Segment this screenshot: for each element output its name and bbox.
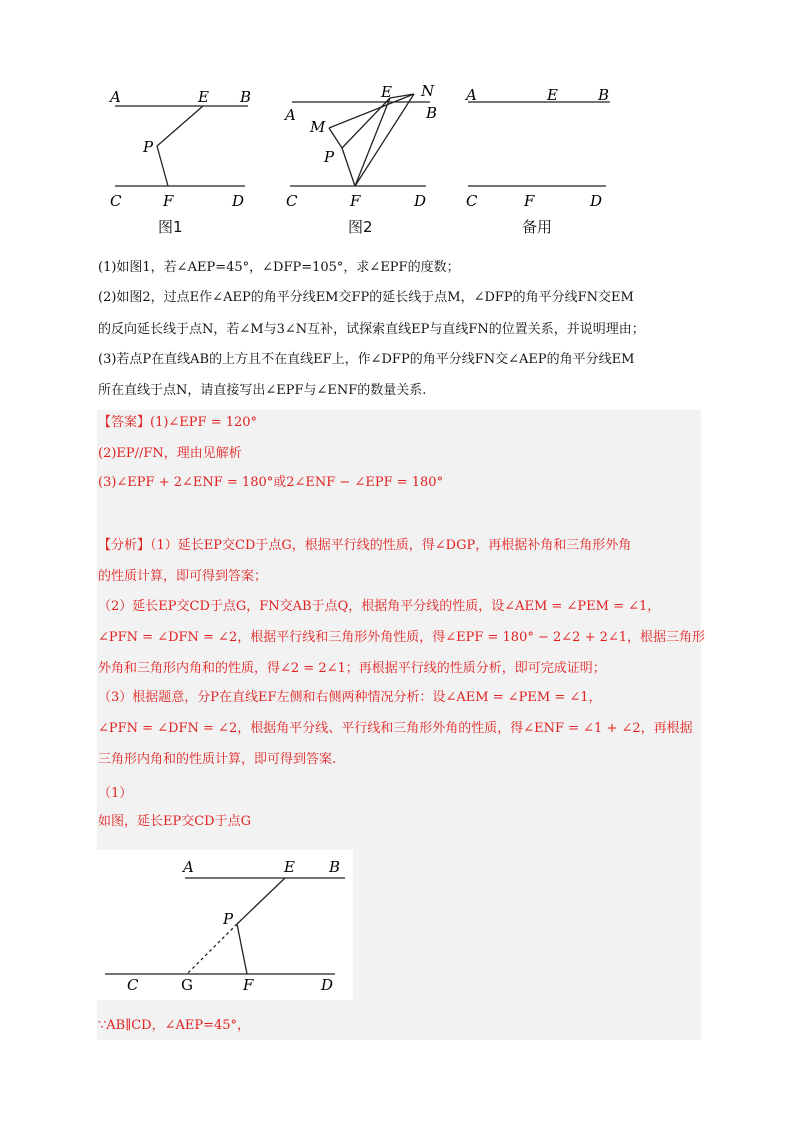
figure-1-diagram bbox=[100, 80, 270, 220]
label-A: A bbox=[110, 88, 121, 106]
label-B: B bbox=[240, 88, 252, 106]
question-3-line-2: 所在直线于点N，请直接写出∠EPF与∠ENF的数量关系. bbox=[98, 383, 427, 398]
label-E: E bbox=[547, 86, 558, 104]
label-D: D bbox=[321, 976, 334, 994]
label-C: C bbox=[466, 192, 478, 210]
label-F: F bbox=[524, 192, 535, 210]
figure-3 bbox=[460, 80, 630, 220]
label-A: A bbox=[285, 106, 296, 124]
analysis-2-line-3: 外角和三角形内角和的性质，得∠2 = 2∠1；再根据平行线的性质分析，即可完成证明； bbox=[98, 661, 606, 676]
label-E: E bbox=[198, 88, 209, 106]
label-F: F bbox=[350, 192, 361, 210]
answer-3: (3)∠EPF + 2∠ENF = 180°或2∠ENF − ∠EPF = 180° bbox=[98, 475, 444, 490]
label-F: F bbox=[163, 192, 174, 210]
figure-4-diagram bbox=[97, 850, 353, 1000]
label-B: B bbox=[329, 858, 341, 876]
figure-3-caption: 备用 bbox=[522, 218, 553, 236]
label-E: E bbox=[284, 858, 295, 876]
label-D: D bbox=[590, 192, 603, 210]
analysis-1-line-1: 【分析】（1）延长EP交CD于点G，根据平行线的性质，得∠DGP，再根据补角和三角形外角 bbox=[98, 538, 632, 553]
label-P: P bbox=[223, 910, 234, 928]
label-C: C bbox=[110, 192, 122, 210]
solution-part-1: （1） bbox=[98, 786, 133, 801]
label-M: M bbox=[310, 118, 326, 136]
analysis-2-line-2: ∠PFN = ∠DFN = ∠2，根据平行线和三角形外角性质，得∠EPF = 180° − 2∠2 + 2∠1，根据三角形 bbox=[98, 630, 706, 645]
analysis-3-line-3: 三角形内角和的性质计算，即可得到答案. bbox=[98, 752, 337, 767]
label-F: F bbox=[243, 976, 254, 994]
figure-1-caption: 图1 bbox=[158, 218, 183, 236]
answer-2: (2)EP//FN，理由见解析 bbox=[98, 446, 242, 461]
analysis-3-line-1: （3）根据题意，分P在直线EF左侧和右侧两种情况分析：设∠AEM = ∠PEM = ∠1， bbox=[98, 690, 602, 705]
label-P: P bbox=[324, 148, 335, 166]
label-D: D bbox=[232, 192, 245, 210]
figure-2-caption: 图2 bbox=[348, 218, 373, 236]
label-P: P bbox=[143, 138, 154, 156]
analysis-2-line-1: （2）延长EP交CD于点G，FN交AB于点Q，根据角平分线的性质，设∠AEM = ∠PEM = ∠1， bbox=[98, 599, 661, 614]
answer-1: 【答案】(1)∠EPF = 120° bbox=[98, 415, 258, 430]
solution-given: ∵AB∥CD，∠AEP=45°， bbox=[98, 1018, 251, 1033]
label-A: A bbox=[466, 86, 477, 104]
solution-step: 如图，延长EP交CD于点G bbox=[98, 814, 251, 829]
figure-4 bbox=[97, 850, 353, 1000]
label-A: A bbox=[183, 858, 194, 876]
label-B: B bbox=[598, 86, 610, 104]
label-N: N bbox=[421, 82, 435, 100]
figure-2 bbox=[282, 80, 452, 220]
figure-2-diagram bbox=[282, 80, 452, 220]
figure-3-diagram bbox=[460, 80, 630, 220]
label-G: G bbox=[181, 976, 193, 994]
label-B: B bbox=[426, 104, 438, 122]
figure-1 bbox=[100, 80, 270, 220]
analysis-3-line-2: ∠PFN = ∠DFN = ∠2，根据角平分线、平行线和三角形外角的性质，得∠ENF = ∠1 + ∠2，再根据 bbox=[98, 721, 693, 736]
question-2-line-2: 的反向延长线于点N，若∠M与3∠N互补，试探索直线EP与直线FN的位置关系，并说明理由； bbox=[98, 322, 645, 337]
question-1: (1)如图1，若∠AEP=45°，∠DFP=105°，求∠EPF的度数； bbox=[98, 260, 460, 275]
analysis-1-line-2: 的性质计算，即可得到答案； bbox=[98, 569, 268, 584]
label-E: E bbox=[381, 83, 392, 101]
label-D: D bbox=[414, 192, 427, 210]
question-2-line-1: (2)如图2，过点E作∠AEP的角平分线EM交FP的延长线于点M，∠DFP的角平分线FN交EM bbox=[98, 290, 634, 305]
question-3-line-1: (3)若点P在直线AB的上方且不在直线EF上，作∠DFP的角平分线FN交∠AEP的角平分线EM bbox=[98, 352, 635, 367]
label-C: C bbox=[127, 976, 139, 994]
label-C: C bbox=[286, 192, 298, 210]
